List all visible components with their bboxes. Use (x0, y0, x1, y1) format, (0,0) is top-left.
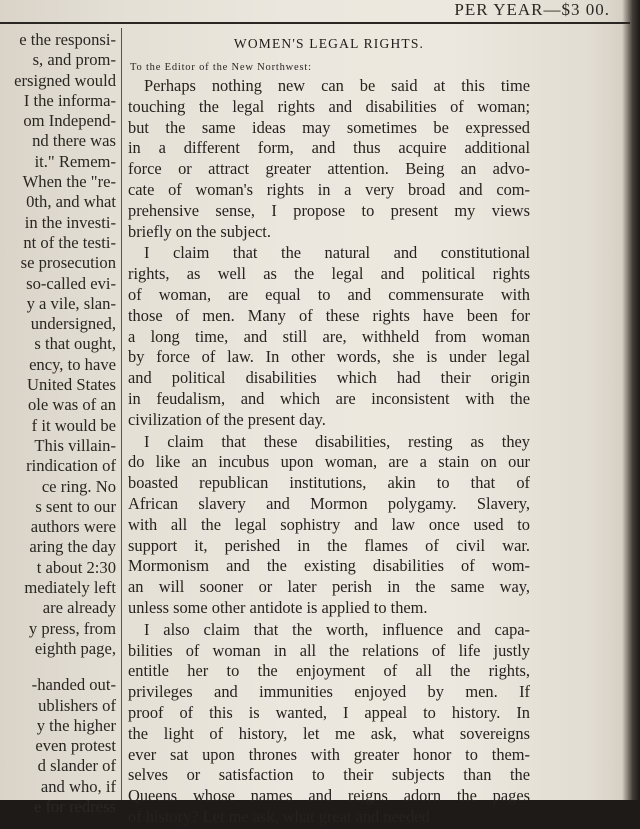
masthead-rule (0, 22, 630, 24)
left-column-line: s that ought, (34, 334, 116, 354)
article-headline: WOMEN'S LEGAL RIGHTS. (233, 36, 425, 51)
masthead-price: PER YEAR—$3 00. (454, 0, 610, 19)
article-paragraph (128, 620, 530, 828)
article-line: proof of this is wanted, I appeal to history. In (128, 702, 530, 722)
left-column-line: When the "re- (22, 172, 116, 192)
article-line: those of men. Many of these rights have been for (128, 305, 530, 325)
article-line: touching the legal rights and disabilities of woman; (128, 96, 530, 116)
left-column-line: even protest (35, 736, 116, 756)
article-column (128, 36, 530, 829)
left-column-line: nd there was (32, 131, 116, 151)
left-column-line: y the higher (36, 715, 116, 735)
article-salutation: To the Editor of the New Northwest: (130, 62, 312, 73)
left-column-line: t about 2:30 (36, 557, 116, 577)
left-column-line: om Independ- (23, 111, 116, 131)
left-column-line: undersigned, (30, 314, 116, 334)
left-column-line: it." Remem- (34, 151, 116, 171)
left-column-line: s sent to our (35, 496, 116, 516)
left-column-line: authors were (30, 517, 116, 537)
article-line: by force of law. In other words, she is under legal (128, 347, 530, 367)
left-column-line: This villain- (34, 435, 116, 455)
left-column-line: d slander of (37, 756, 116, 776)
article-line: do like an incubus upon woman, are a stain on our (128, 452, 530, 472)
page-edge-shadow (622, 0, 640, 800)
article-line: of woman, are equal to and commensurate with (128, 284, 530, 304)
article-line: rights, as well as the legal and political rights (128, 264, 530, 284)
article-line: I claim that the natural and constitutional (144, 243, 530, 263)
left-column-line: and who, if (40, 776, 116, 796)
left-column-gap (0, 659, 116, 675)
article-line: support it, perished in the flames of civil war. (128, 535, 530, 555)
article-line: the light of history, let me ask, what sovereigns (128, 723, 530, 743)
article-line: in feudalism, and which are inconsistent with the (128, 388, 530, 408)
left-column-line: y press, from (28, 618, 116, 638)
article-line: and political disabilities which had their origin (128, 368, 530, 388)
left-column-line: nt of the testi- (23, 232, 116, 252)
article-line: privileges and immunities enjoyed by men. If (128, 682, 530, 702)
left-column-line: eighth page, (34, 638, 116, 658)
column-divider (121, 28, 122, 800)
article-line: in a different form, and thus acquire additional (128, 138, 530, 158)
article-line: but the same ideas may sometimes be expressed (128, 117, 530, 137)
left-column-line: United States (27, 375, 116, 395)
article-line: briefly on the subject. (128, 221, 271, 241)
left-column-line: f it would be (31, 415, 116, 435)
left-column-line: s, and prom- (32, 50, 116, 70)
left-column-line: in the investi- (24, 212, 116, 232)
article-line: with all the legal sophistry and law once used to (128, 514, 530, 534)
article-line: ever sat upon thrones with greater honor to them- (128, 744, 530, 764)
left-column-line: I the informa- (23, 90, 116, 110)
article-line: Queens whose names and reigns adorn the pages (128, 786, 530, 806)
left-column-line: y a vile, slan- (26, 293, 116, 313)
article-line: cate of woman's rights in a very broad and com- (128, 179, 530, 199)
left-column-line: mediately left (24, 578, 116, 598)
article-line: bilities of woman in all the relations of life justly (128, 640, 530, 660)
left-column-line: ce ring. No (41, 476, 116, 496)
article-line: selves or satisfaction to their subjects than the (128, 765, 530, 785)
left-column-line: -handed out- (31, 675, 116, 695)
left-column-line: ersigned would (14, 70, 116, 90)
article-paragraph (128, 76, 530, 242)
article-line: Mormonism and the existing disabilities of wom- (128, 556, 530, 576)
article-line: I claim that these disabilities, resting as they (144, 431, 530, 451)
left-column-line: ole was of an (27, 395, 116, 415)
article-line: prehensive sense, I propose to present my views (128, 200, 530, 220)
article-body (128, 76, 530, 828)
article-line: a long time, and still are, withheld from woman (128, 326, 530, 346)
left-column-line: ency, to have (29, 354, 116, 374)
left-column-line: se prosecution (20, 253, 116, 273)
left-column-line: e for redress (33, 796, 116, 816)
article-line: unless some other antidote is applied to them. (128, 597, 428, 617)
article-paragraph (128, 243, 530, 430)
left-column-line: so-called evi- (26, 273, 116, 293)
article-line: boasted republican institutions, akin to that of (128, 473, 530, 493)
left-column-line: rindication of (26, 456, 116, 476)
left-column (0, 30, 116, 817)
left-column-line: are already (42, 598, 116, 618)
article-line: civilization of the present day. (128, 409, 326, 429)
article-line: African slavery and Mormon polygamy. Slavery, (128, 493, 530, 513)
article-line: of history? Let me ask, what great and needed (128, 806, 430, 826)
left-column-line: aring the day (29, 537, 116, 557)
article-line: Perhaps nothing new can be said at this time (144, 76, 530, 95)
left-column-line: e the responsi- (19, 30, 116, 49)
article-line: force or attract greater attention. Being an advo- (128, 159, 530, 179)
article-line: I also claim that the worth, influence and capa- (144, 619, 530, 639)
left-column-line: ublishers of (38, 695, 116, 715)
article-paragraph (128, 432, 530, 619)
article-line: an will sooner or later perish in the same way, (128, 577, 530, 597)
left-column-line: 0th, and what (26, 192, 116, 212)
article-line: entitle her to the enjoyment of all the rights, (128, 661, 530, 681)
